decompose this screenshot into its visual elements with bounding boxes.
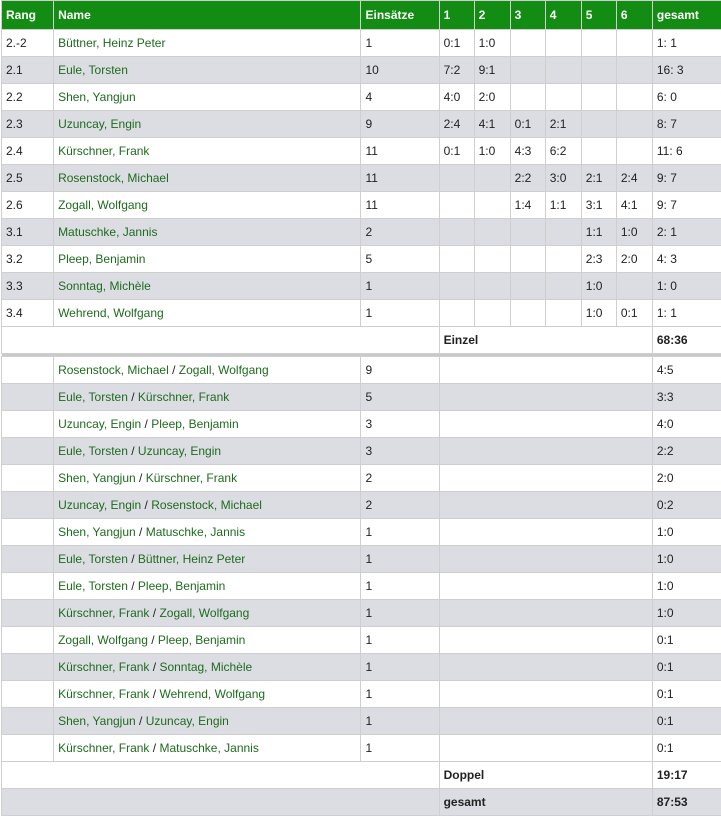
- score-cell: [474, 246, 510, 273]
- gesamt-summary-row: [2, 789, 721, 816]
- score-cell: 0:1: [510, 111, 545, 138]
- player-link[interactable]: Kürschner, Frank: [138, 390, 229, 404]
- player-link[interactable]: Uzuncay, Engin: [58, 417, 141, 431]
- einsaetze-cell: 9: [361, 357, 439, 384]
- einsaetze-cell: 11: [361, 138, 439, 165]
- einsaetze-cell: 1: [361, 627, 439, 654]
- pair-separator: /: [136, 714, 146, 728]
- score-cell: [474, 192, 510, 219]
- gesamt-cell: 1:0: [652, 573, 721, 600]
- results-table: [1, 0, 721, 816]
- score-cell: 1:0: [474, 30, 510, 57]
- einsaetze-cell: 1: [361, 600, 439, 627]
- rang-cell: [2, 627, 54, 654]
- score-cell: [510, 30, 545, 57]
- score-cell: [474, 273, 510, 300]
- rang-cell: [2, 600, 54, 627]
- summary-spacer: [2, 327, 440, 354]
- pair-cell: [54, 573, 361, 600]
- score-cell: [545, 300, 581, 327]
- score-cell: [510, 84, 545, 111]
- rang-cell: [2, 519, 54, 546]
- double-row: [2, 627, 721, 654]
- pair-cell: [54, 681, 361, 708]
- pair-separator: /: [149, 606, 159, 620]
- score-cell: [439, 219, 474, 246]
- score-span-cell: [439, 384, 652, 411]
- einsaetze-cell: 10: [361, 57, 439, 84]
- pair-cell: [54, 384, 361, 411]
- player-link[interactable]: Rosenstock, Michael: [58, 171, 169, 185]
- einsaetze-cell: 1: [361, 300, 439, 327]
- player-link[interactable]: Zogall, Wolfgang: [58, 198, 148, 212]
- single-row: [2, 57, 721, 84]
- double-row: [2, 519, 721, 546]
- score-cell: [474, 300, 510, 327]
- score-span-cell: [439, 735, 652, 762]
- rang-cell: [2, 384, 54, 411]
- score-span-cell: [439, 708, 652, 735]
- rang-cell: 3.1: [2, 219, 54, 246]
- double-row: [2, 546, 721, 573]
- col-einsaetze-header: Einsätze: [361, 1, 439, 30]
- pair-separator: /: [128, 552, 138, 566]
- col-3-header: 3: [510, 1, 545, 30]
- pair-separator: /: [148, 633, 158, 647]
- einsaetze-cell: 2: [361, 465, 439, 492]
- name-cell: [54, 300, 361, 327]
- rang-cell: [2, 708, 54, 735]
- double-row: [2, 573, 721, 600]
- score-cell: [545, 219, 581, 246]
- col-1-header: 1: [439, 1, 474, 30]
- pair-separator: /: [136, 471, 146, 485]
- gesamt-cell: 4:0: [652, 411, 721, 438]
- rang-cell: [2, 411, 54, 438]
- col-2-header: 2: [474, 1, 510, 30]
- einsaetze-cell: 1: [361, 273, 439, 300]
- gesamt-cell: 0:1: [652, 654, 721, 681]
- gesamt-cell: 1: 1: [652, 30, 721, 57]
- einzel-total: 68:36: [652, 327, 721, 354]
- player-link[interactable]: Kürschner, Frank: [146, 471, 237, 485]
- score-cell: 1:0: [616, 219, 652, 246]
- col-5-header: 5: [581, 1, 616, 30]
- pair-separator: /: [128, 579, 138, 593]
- rang-cell: 2.6: [2, 192, 54, 219]
- doppel-total: 19:17: [652, 762, 721, 789]
- gesamt-cell: 11: 6: [652, 138, 721, 165]
- summary-spacer: [2, 789, 440, 816]
- double-row: [2, 411, 721, 438]
- player-link[interactable]: Büttner, Heinz Peter: [58, 36, 165, 50]
- double-row: [2, 708, 721, 735]
- score-cell: [510, 57, 545, 84]
- player-link[interactable]: Uzuncay, Engin: [58, 498, 141, 512]
- score-cell: [510, 246, 545, 273]
- col-name-header: Name: [54, 1, 361, 30]
- einsaetze-cell: 4: [361, 84, 439, 111]
- player-link[interactable]: Matuschke, Jannis: [159, 741, 258, 755]
- score-span-cell: [439, 492, 652, 519]
- gesamt-cell: 1: 1: [652, 300, 721, 327]
- einsaetze-cell: 3: [361, 411, 439, 438]
- score-span-cell: [439, 411, 652, 438]
- player-link[interactable]: Uzuncay, Engin: [58, 117, 141, 131]
- player-link[interactable]: Shen, Yangjun: [58, 471, 136, 485]
- score-cell: 2:2: [510, 165, 545, 192]
- pair-separator: /: [141, 417, 151, 431]
- pair-cell: [54, 357, 361, 384]
- gesamt-total: 87:53: [652, 789, 721, 816]
- einsaetze-cell: 11: [361, 192, 439, 219]
- score-span-cell: [439, 627, 652, 654]
- score-cell: [581, 30, 616, 57]
- rang-cell: 2.4: [2, 138, 54, 165]
- col-rang-header: Rang: [2, 1, 54, 30]
- rang-cell: 2.2: [2, 84, 54, 111]
- einsaetze-cell: 9: [361, 111, 439, 138]
- score-cell: 1:4: [510, 192, 545, 219]
- score-cell: [616, 30, 652, 57]
- rang-cell: [2, 681, 54, 708]
- name-cell: [54, 57, 361, 84]
- score-span-cell: [439, 600, 652, 627]
- score-cell: 1:1: [581, 219, 616, 246]
- score-span-cell: [439, 573, 652, 600]
- pair-separator: /: [141, 498, 151, 512]
- gesamt-label: gesamt: [439, 789, 652, 816]
- score-span-cell: [439, 465, 652, 492]
- gesamt-cell: 1:0: [652, 600, 721, 627]
- pair-cell: [54, 708, 361, 735]
- single-row: [2, 138, 721, 165]
- player-link[interactable]: Eule, Torsten: [58, 444, 128, 458]
- pair-separator: /: [149, 660, 159, 674]
- doppel-label: Doppel: [439, 762, 652, 789]
- score-cell: [616, 138, 652, 165]
- einsaetze-cell: 1: [361, 708, 439, 735]
- rang-cell: 3.3: [2, 273, 54, 300]
- double-row: [2, 492, 721, 519]
- score-cell: [545, 246, 581, 273]
- pair-cell: [54, 519, 361, 546]
- rang-cell: 2.1: [2, 57, 54, 84]
- score-cell: 1:0: [581, 273, 616, 300]
- score-cell: 1:0: [474, 138, 510, 165]
- rang-cell: 2.5: [2, 165, 54, 192]
- player-link[interactable]: Kürschner, Frank: [58, 144, 149, 158]
- double-row: [2, 384, 721, 411]
- single-row: [2, 165, 721, 192]
- score-cell: 0:1: [616, 300, 652, 327]
- name-cell: [54, 246, 361, 273]
- score-cell: 0:1: [439, 138, 474, 165]
- score-cell: 3:0: [545, 165, 581, 192]
- double-row: [2, 465, 721, 492]
- player-link[interactable]: Matuschke, Jannis: [58, 225, 157, 239]
- doppel-summary-row: [2, 762, 721, 789]
- score-cell: 1:0: [581, 300, 616, 327]
- gesamt-cell: 8: 7: [652, 111, 721, 138]
- pair-separator: /: [169, 363, 179, 377]
- single-row: [2, 300, 721, 327]
- player-link[interactable]: Shen, Yangjun: [58, 714, 136, 728]
- score-cell: [474, 219, 510, 246]
- player-link[interactable]: Wehrend, Wolfgang: [159, 687, 265, 701]
- player-link[interactable]: Sonntag, Michèle: [159, 660, 252, 674]
- score-cell: 2:0: [474, 84, 510, 111]
- score-cell: [545, 30, 581, 57]
- score-cell: [616, 84, 652, 111]
- rang-cell: [2, 492, 54, 519]
- score-span-cell: [439, 519, 652, 546]
- player-link[interactable]: Pleep, Benjamin: [138, 579, 225, 593]
- score-cell: 6:2: [545, 138, 581, 165]
- player-link[interactable]: Eule, Torsten: [58, 552, 128, 566]
- player-link[interactable]: Matuschke, Jannis: [146, 525, 245, 539]
- single-row: [2, 111, 721, 138]
- pair-cell: [54, 654, 361, 681]
- single-row: [2, 246, 721, 273]
- rang-cell: 3.4: [2, 300, 54, 327]
- rang-cell: 2.3: [2, 111, 54, 138]
- pair-cell: [54, 627, 361, 654]
- player-link[interactable]: Shen, Yangjun: [58, 525, 136, 539]
- score-cell: [545, 57, 581, 84]
- double-row: [2, 600, 721, 627]
- score-cell: [439, 300, 474, 327]
- player-link[interactable]: Kürschner, Frank: [58, 741, 149, 755]
- score-cell: 2:4: [439, 111, 474, 138]
- rang-cell: [2, 465, 54, 492]
- einsaetze-cell: 1: [361, 654, 439, 681]
- einsaetze-cell: 2: [361, 492, 439, 519]
- pair-separator: /: [128, 390, 138, 404]
- player-link[interactable]: Rosenstock, Michael: [58, 363, 169, 377]
- score-cell: [545, 273, 581, 300]
- player-link[interactable]: Pleep, Benjamin: [158, 633, 245, 647]
- single-row: [2, 192, 721, 219]
- player-link[interactable]: Eule, Torsten: [58, 63, 128, 77]
- score-cell: [581, 57, 616, 84]
- gesamt-cell: 0:1: [652, 708, 721, 735]
- summary-spacer: [2, 762, 440, 789]
- rang-cell: [2, 357, 54, 384]
- einsaetze-cell: 1: [361, 519, 439, 546]
- player-link[interactable]: Zogall, Wolfgang: [58, 633, 148, 647]
- gesamt-cell: 4: 3: [652, 246, 721, 273]
- gesamt-cell: 9: 7: [652, 192, 721, 219]
- player-link[interactable]: Büttner, Heinz Peter: [138, 552, 245, 566]
- gesamt-cell: 1:0: [652, 519, 721, 546]
- einsaetze-cell: 5: [361, 384, 439, 411]
- rang-cell: [2, 654, 54, 681]
- score-cell: 3:1: [581, 192, 616, 219]
- score-cell: [616, 57, 652, 84]
- player-link[interactable]: Wehrend, Wolfgang: [58, 306, 164, 320]
- player-link[interactable]: Zogall, Wolfgang: [179, 363, 269, 377]
- einzel-label: Einzel: [439, 327, 652, 354]
- score-cell: 2:1: [545, 111, 581, 138]
- pair-cell: [54, 411, 361, 438]
- einsaetze-cell: 3: [361, 438, 439, 465]
- score-cell: 1:1: [545, 192, 581, 219]
- pair-cell: [54, 465, 361, 492]
- gesamt-cell: 0:1: [652, 627, 721, 654]
- score-cell: [616, 273, 652, 300]
- name-cell: [54, 138, 361, 165]
- score-span-cell: [439, 357, 652, 384]
- rang-cell: [2, 735, 54, 762]
- score-cell: [510, 273, 545, 300]
- gesamt-cell: 16: 3: [652, 57, 721, 84]
- einzel-summary-row: [2, 327, 721, 354]
- gesamt-cell: 4:5: [652, 357, 721, 384]
- einsaetze-cell: 5: [361, 246, 439, 273]
- pair-separator: /: [128, 444, 138, 458]
- score-cell: [439, 192, 474, 219]
- rang-cell: 2.-2: [2, 30, 54, 57]
- einsaetze-cell: 11: [361, 165, 439, 192]
- single-row: [2, 30, 721, 57]
- header-row: [2, 1, 721, 30]
- player-link[interactable]: Pleep, Benjamin: [151, 417, 238, 431]
- single-row: [2, 219, 721, 246]
- score-cell: 7:2: [439, 57, 474, 84]
- score-cell: [474, 165, 510, 192]
- score-cell: [545, 84, 581, 111]
- player-link[interactable]: Shen, Yangjun: [58, 90, 136, 104]
- score-cell: 4:0: [439, 84, 474, 111]
- gesamt-cell: 0:1: [652, 735, 721, 762]
- score-cell: 0:1: [439, 30, 474, 57]
- pair-separator: /: [149, 741, 159, 755]
- gesamt-cell: 0:1: [652, 681, 721, 708]
- pair-separator: /: [136, 525, 146, 539]
- score-cell: 2:3: [581, 246, 616, 273]
- pair-separator: /: [149, 687, 159, 701]
- pair-cell: [54, 492, 361, 519]
- player-link[interactable]: Uzuncay, Engin: [138, 444, 221, 458]
- rang-cell: [2, 573, 54, 600]
- gesamt-cell: 3:3: [652, 384, 721, 411]
- gesamt-cell: 1: 0: [652, 273, 721, 300]
- score-cell: [581, 111, 616, 138]
- player-link[interactable]: Kürschner, Frank: [58, 660, 149, 674]
- score-cell: [510, 300, 545, 327]
- col-4-header: 4: [545, 1, 581, 30]
- score-cell: [439, 165, 474, 192]
- double-row: [2, 681, 721, 708]
- name-cell: [54, 192, 361, 219]
- einsaetze-cell: 1: [361, 681, 439, 708]
- gesamt-cell: 9: 7: [652, 165, 721, 192]
- score-cell: 2:4: [616, 165, 652, 192]
- einsaetze-cell: 1: [361, 573, 439, 600]
- pair-cell: [54, 546, 361, 573]
- score-cell: [581, 84, 616, 111]
- player-link[interactable]: Kürschner, Frank: [58, 687, 149, 701]
- gesamt-cell: 2:2: [652, 438, 721, 465]
- einsaetze-cell: 2: [361, 219, 439, 246]
- einsaetze-cell: 1: [361, 735, 439, 762]
- name-cell: [54, 165, 361, 192]
- gesamt-cell: 2:0: [652, 465, 721, 492]
- name-cell: [54, 84, 361, 111]
- rang-cell: [2, 438, 54, 465]
- player-link[interactable]: Pleep, Benjamin: [58, 252, 145, 266]
- score-cell: 9:1: [474, 57, 510, 84]
- score-span-cell: [439, 546, 652, 573]
- name-cell: [54, 111, 361, 138]
- score-span-cell: [439, 681, 652, 708]
- player-link[interactable]: Zogall, Wolfgang: [159, 606, 249, 620]
- player-link[interactable]: Rosenstock, Michael: [151, 498, 262, 512]
- gesamt-cell: 2: 1: [652, 219, 721, 246]
- pair-cell: [54, 600, 361, 627]
- player-link[interactable]: Kürschner, Frank: [58, 606, 149, 620]
- col-6-header: 6: [616, 1, 652, 30]
- score-cell: 2:0: [616, 246, 652, 273]
- single-row: [2, 273, 721, 300]
- einsaetze-cell: 1: [361, 30, 439, 57]
- player-link[interactable]: Sonntag, Michèle: [58, 279, 151, 293]
- score-span-cell: [439, 654, 652, 681]
- player-link[interactable]: Uzuncay, Engin: [146, 714, 229, 728]
- score-cell: 4:1: [616, 192, 652, 219]
- player-link[interactable]: Eule, Torsten: [58, 390, 128, 404]
- pair-cell: [54, 438, 361, 465]
- score-cell: [581, 138, 616, 165]
- score-span-cell: [439, 438, 652, 465]
- double-row: [2, 357, 721, 384]
- single-row: [2, 84, 721, 111]
- score-cell: [510, 219, 545, 246]
- score-cell: 4:1: [474, 111, 510, 138]
- score-cell: [439, 246, 474, 273]
- gesamt-cell: 1:0: [652, 546, 721, 573]
- gesamt-cell: 0:2: [652, 492, 721, 519]
- score-cell: 4:3: [510, 138, 545, 165]
- gesamt-cell: 6: 0: [652, 84, 721, 111]
- score-cell: 2:1: [581, 165, 616, 192]
- score-cell: [439, 273, 474, 300]
- score-cell: [616, 111, 652, 138]
- col-gesamt-header: gesamt: [652, 1, 721, 30]
- player-link[interactable]: Eule, Torsten: [58, 579, 128, 593]
- einsaetze-cell: 1: [361, 546, 439, 573]
- name-cell: [54, 219, 361, 246]
- pair-cell: [54, 735, 361, 762]
- rang-cell: [2, 546, 54, 573]
- double-row: [2, 654, 721, 681]
- double-row: [2, 735, 721, 762]
- name-cell: [54, 273, 361, 300]
- name-cell: [54, 30, 361, 57]
- rang-cell: 3.2: [2, 246, 54, 273]
- double-row: [2, 438, 721, 465]
